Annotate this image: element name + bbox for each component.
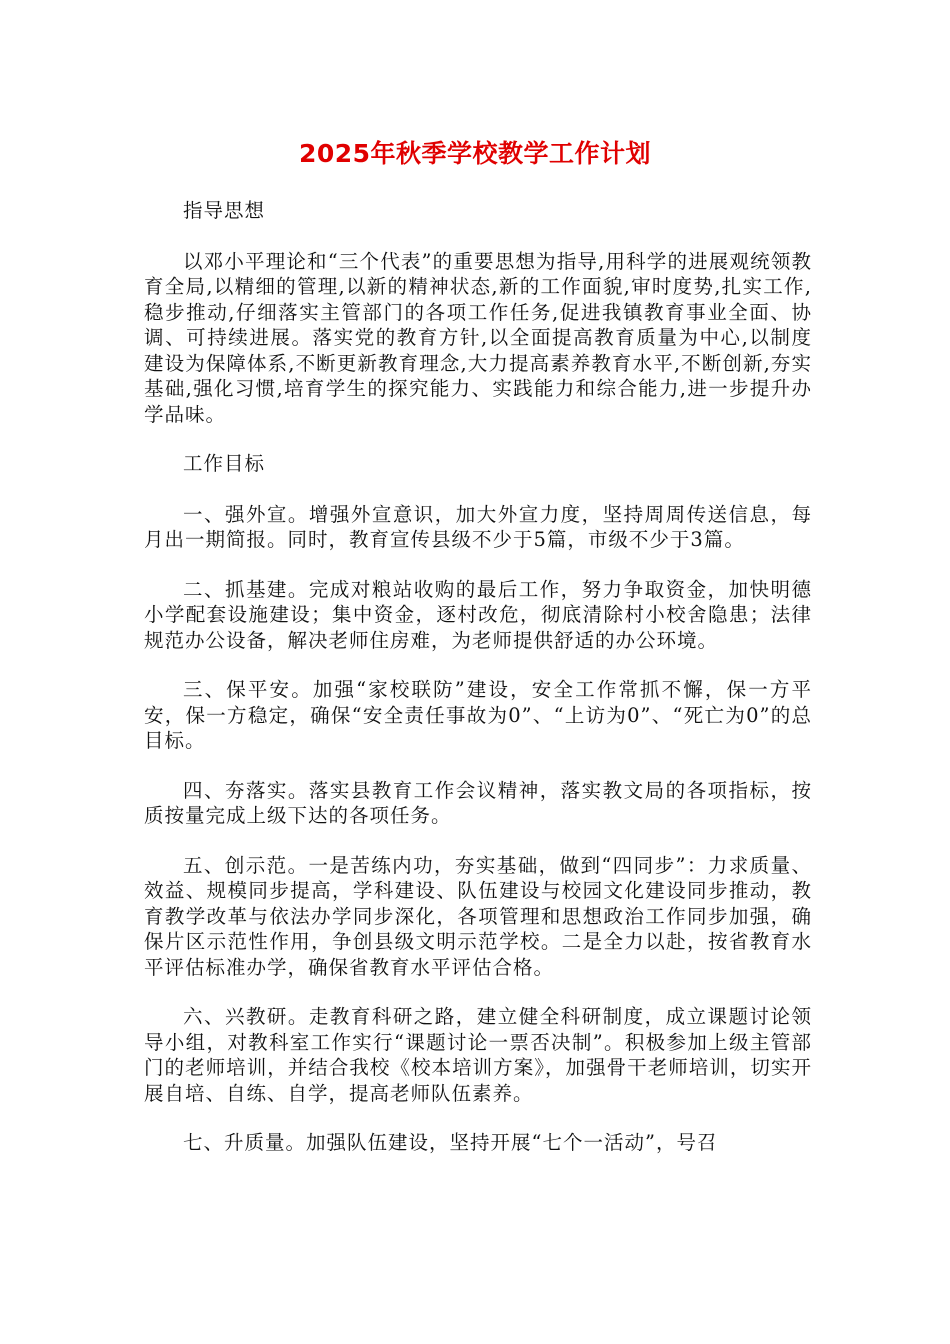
paragraph-guiding-ideology: 以邓小平理论和“三个代表”的重要思想为指导,用科学的进展观统领教育全局,以精细的管理,以新的精神状态,新的工作面貌,审时度势,扎实工作,稳步推动,仔细落实主管部门的各项工作任务,促进我镇教育事业全面、协调、可持续进展。落实党的教育方针,以全面提高教育质量为中心,以制度建设为保障体系,不断更新教育理念,大力提高素养教育水平,不断创新,夯实基础,强化习惯,培育学生的探究能力、实践能力和综合能力,进一步提升办学品味。 [144,249,812,426]
paragraph-goal-6: 六、兴教研。走教育科研之路，建立健全科研制度，成立课题讨论领导小组，对教科室工作实行“课题讨论一票否决制”。积极参加上级主管部门的老师培训，并结合我校《校本培训方案》，加强骨干老师培训，切实开展自培、自练、自学，提高老师队伍素养。 [144,1005,812,1105]
paragraph-goal-3: 三、保平安。加强“家校联防”建设，安全工作常抓不懈，保一方平安，保一方稳定，确保“安全责任事故为0”、“上访为0”、“死亡为0”的总目标。 [144,678,812,752]
document-title: 2025年秋季学校教学工作计划 [298,139,652,168]
paragraph-goal-1: 一、强外宣。增强外宣意识，加大外宣力度，坚持周周传送信息，每月出一期简报。同时，教育宣传县级不少于5篇，市级不少于3篇。 [144,502,812,551]
section-heading-guiding-ideology: 指导思想 [183,199,266,222]
document-body [144,198,812,1180]
paragraph-goal-2: 二、抓基建。完成对粮站收购的最后工作，努力争取资金，加快明德小学配套设施建设；集中资金，逐村改危，彻底清除村小校舍隐患；法律规范办公设备，解决老师住房难，为老师提供舒适的办公环境。 [144,577,812,652]
section-heading-work-goals: 工作目标 [183,452,266,475]
paragraph-goal-4: 四、夯落实。落实县教育工作会议精神，落实教文局的各项指标，按质按量完成上级下达的各项任务。 [144,778,812,827]
paragraph-goal-7: 七、升质量。加强队伍建设，坚持开展“七个一活动”，号召 [183,1131,718,1154]
paragraph-goal-5: 五、创示范。一是苦练内功，夯实基础，做到“四同步”：力求质量、效益、规模同步提高，学科建设、队伍建设与校园文化建设同步推动，教育教学改革与依法办学同步深化，各项管理和思想政治工作同步加强，确保片区示范性作用，争创县级文明示范学校。二是全力以赴，按省教育水平评估标准办学，确保省教育水平评估合格。 [144,853,812,979]
